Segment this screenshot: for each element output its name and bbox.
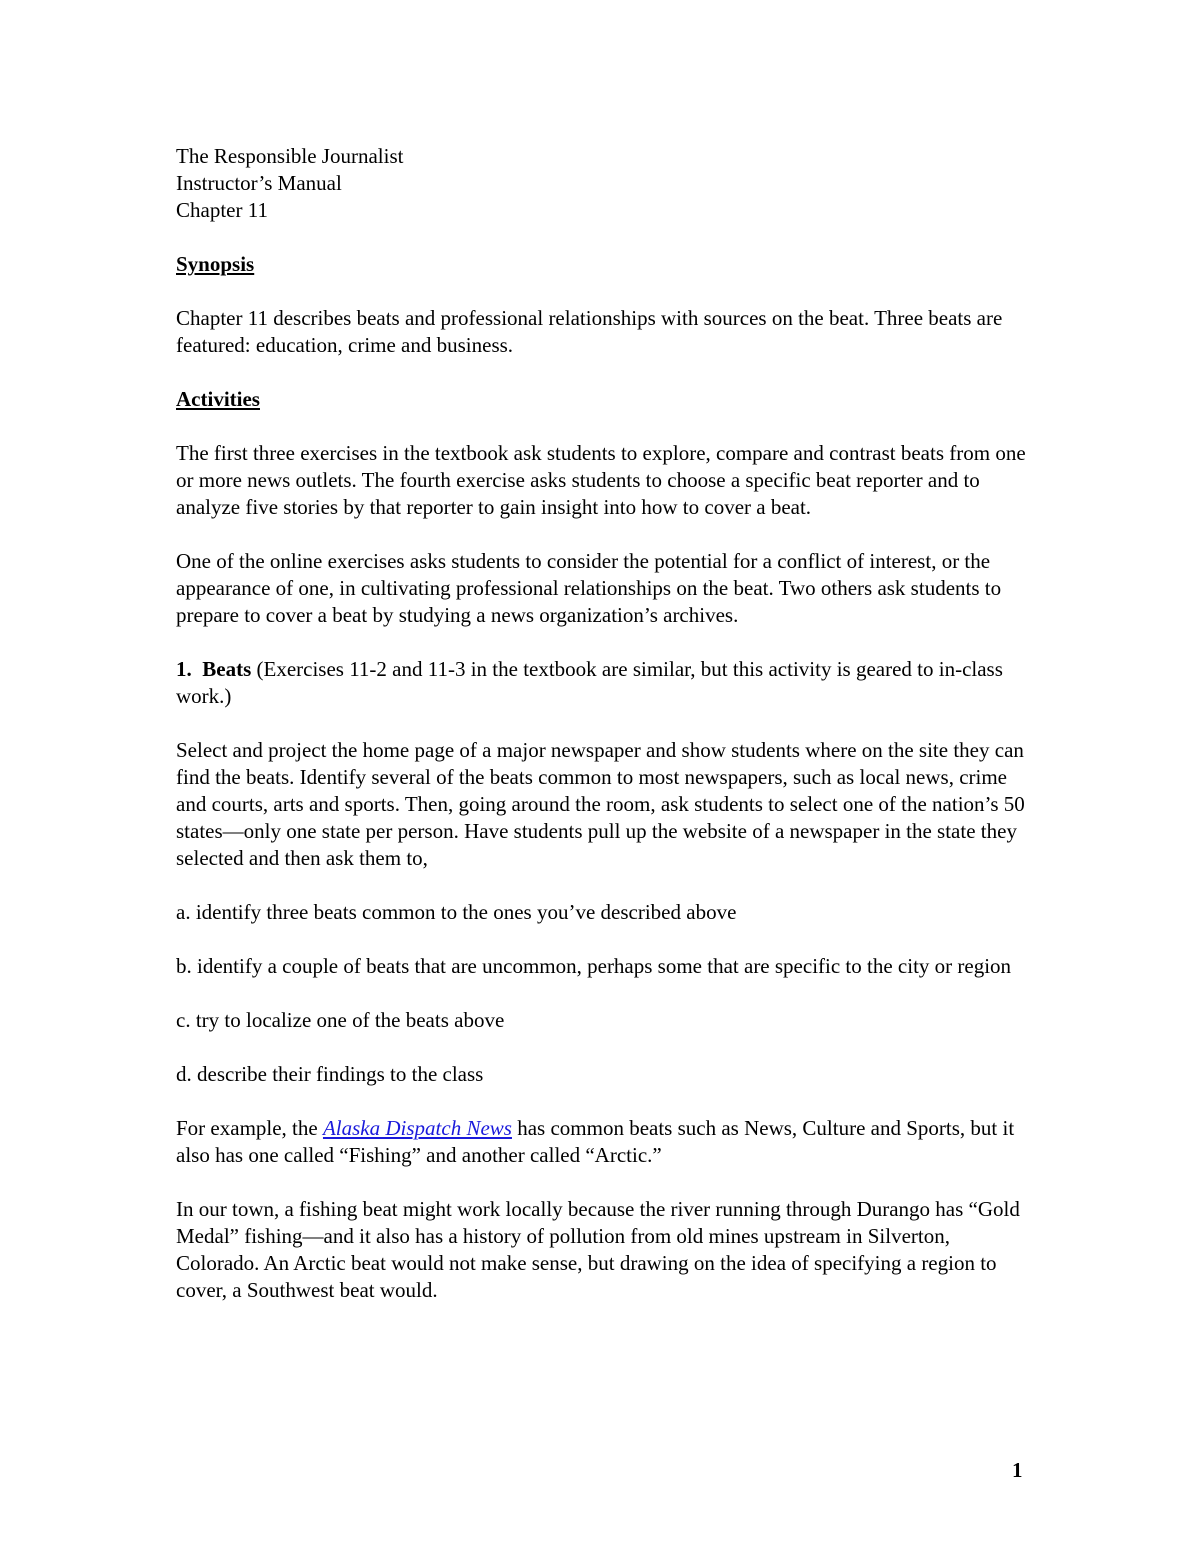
beats-activity-title — [176, 656, 1036, 710]
beats-number: 1. — [176, 657, 192, 681]
book-title: The Responsible Journalist — [176, 144, 404, 168]
chapter-label: Chapter 11 — [176, 198, 268, 222]
closing-paragraph: In our town, a fishing beat might work locally because the river running through Durango has “Gold Medal” fishing—and it also has a history of pollution from old mines upstream in Silverton, Colorado. An Arctic beat would not make sense, but drawing on the idea of specifying a region to cover, a Southwest beat would. — [176, 1197, 1020, 1302]
activities-heading: Activities — [176, 387, 260, 411]
example-paragraph — [176, 1115, 1036, 1169]
example-text-after: has common beats such as News, Culture and Sports, but it also has one called “Fishing” and another called “Arctic.” — [176, 1116, 1015, 1167]
alaska-dispatch-news-link[interactable]: Alaska Dispatch News — [322, 1116, 512, 1140]
list-item: a. identify three beats common to the ones you’ve described above — [176, 900, 737, 924]
beats-instructions: Select and project the home page of a major newspaper and show students where on the site they can find the beats. Identify several of the beats common to most newspapers, such as local news, crime and courts, arts and sports. Then, going around the room, ask students to select one of the nation’s 50 states—only one state per person. Have students pull up the website of a newspaper in the state they selected and then ask them to, — [176, 738, 1025, 870]
document-header — [176, 143, 1036, 224]
page-number: 1 — [1012, 1458, 1023, 1482]
beats-note: (Exercises 11-2 and 11-3 in the textbook are similar, but this activity is geared to in-class work.) — [176, 657, 1003, 708]
example-text-before: For example, the — [176, 1116, 323, 1140]
list-item: c. try to localize one of the beats above — [176, 1008, 505, 1032]
beats-title: Beats — [202, 657, 252, 681]
synopsis-paragraph: Chapter 11 describes beats and professional relationships with sources on the beat. Three beats are featured: education, crime and business. — [176, 306, 1003, 357]
activities-paragraph-2: One of the online exercises asks students to consider the potential for a conflict of interest, or the appearance of one, in cultivating professional relationships on the beat. Two others ask students to prepare to cover a beat by studying a news organization’s archives. — [176, 549, 1002, 627]
activities-paragraph-1: The first three exercises in the textbook ask students to explore, compare and contrast beats from one or more news outlets. The fourth exercise asks students to choose a specific beat reporter and to analyze five stories by that reporter to gain insight into how to cover a beat. — [176, 441, 1026, 519]
list-item: d. describe their findings to the class — [176, 1062, 484, 1086]
list-item: b. identify a couple of beats that are uncommon, perhaps some that are specific to the city or region — [176, 954, 1012, 978]
manual-title: Instructor’s Manual — [176, 171, 342, 195]
synopsis-heading: Synopsis — [176, 252, 255, 276]
document-body — [176, 143, 1036, 1331]
